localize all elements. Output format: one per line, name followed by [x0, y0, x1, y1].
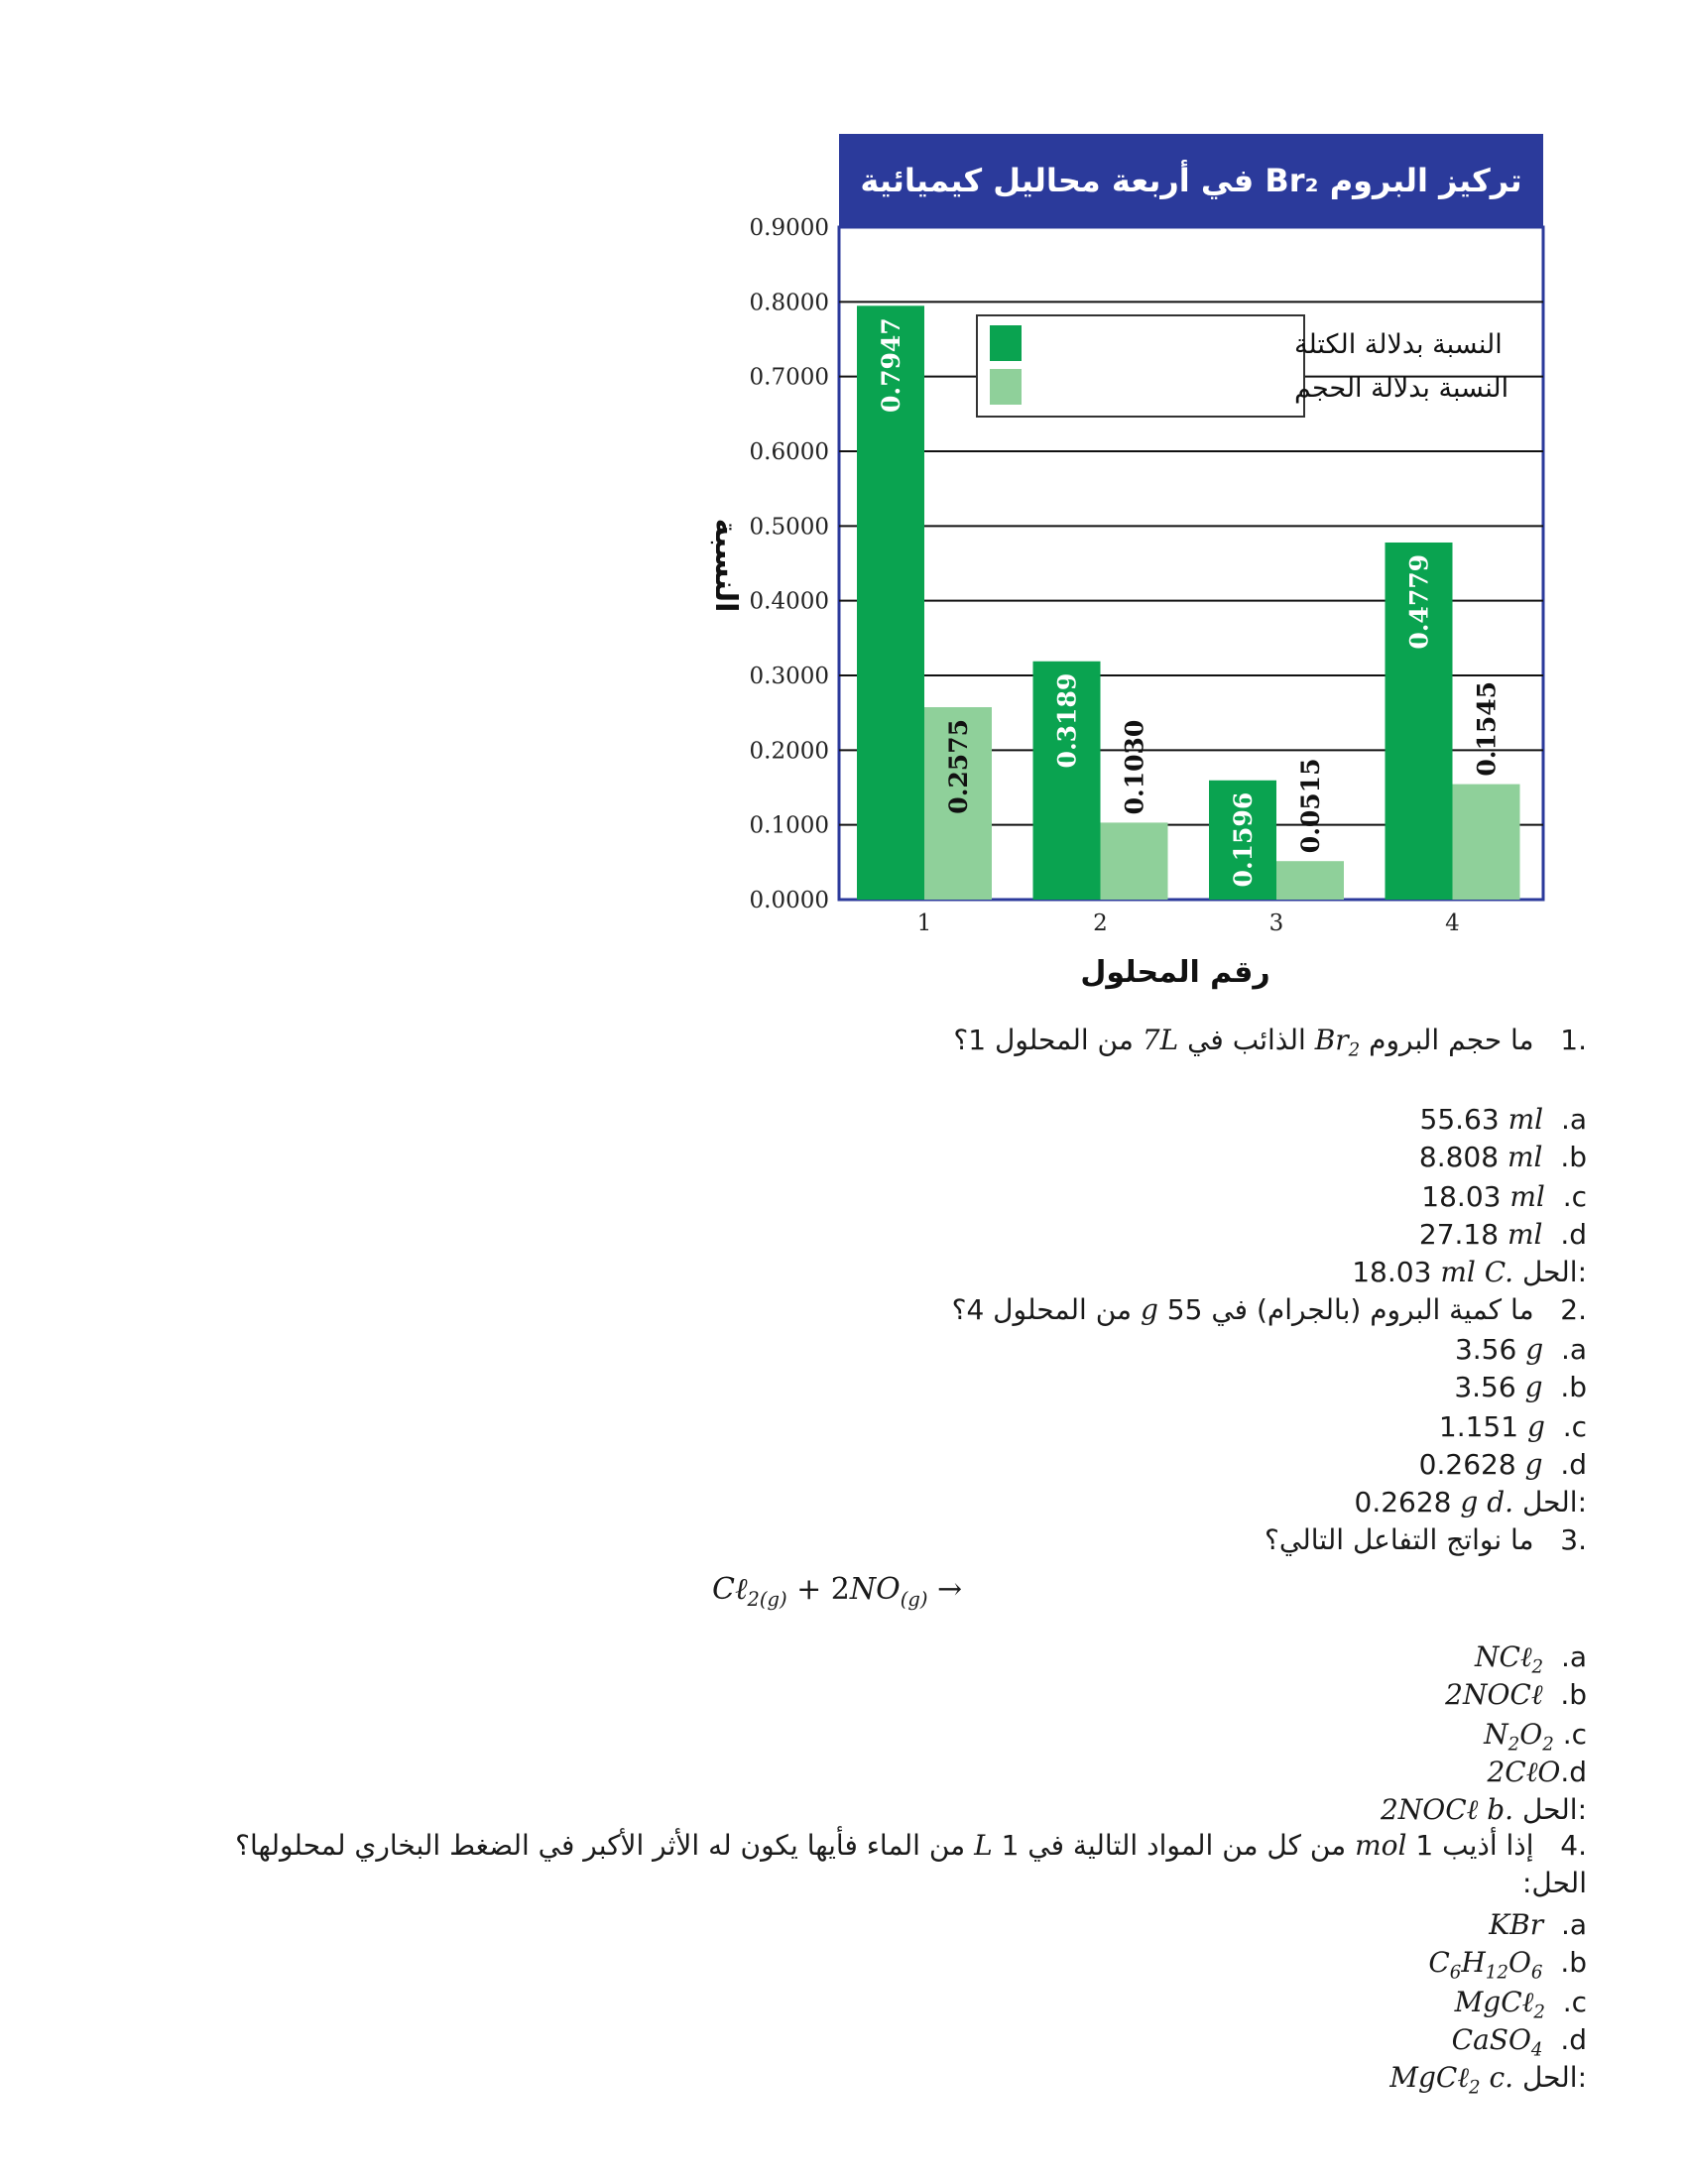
question-2-text-a: ما كمية البروم (بالجرام) في 55 [1166, 1293, 1534, 1326]
q3-answer: 2NOCℓ b. الحل: [1380, 1793, 1587, 1826]
reaction-equation: Cℓ$_{2(g)}$ + $2NO_{(g)}$ → [712, 1572, 963, 1611]
question-3 [1265, 1521, 1587, 1559]
question-3-number: .3 [1560, 1523, 1587, 1556]
x-tick-label: 2 [1093, 910, 1108, 936]
question-4-text-a: إذا أذيب 1 [1415, 1829, 1534, 1862]
legend-swatch-volume [990, 369, 1022, 405]
y-axis-ticks [750, 215, 829, 913]
q3-option-b: 2NOCℓ .b [1445, 1678, 1587, 1711]
question-3-text: ما نواتج التفاعل التالي؟ [1265, 1523, 1534, 1556]
legend-label-mass: النسبة بدلالة الكتلة [1294, 329, 1503, 360]
question-4-number: .4 [1560, 1829, 1587, 1862]
q1-option-c: 18.03 ml .c [1421, 1180, 1587, 1213]
chart-title: تركيز البروم Br₂ في أربعة محاليل كيميائية [860, 162, 1522, 199]
y-tick-label: 0.0000 [749, 888, 829, 913]
question-1-text-a: ما حجم البروم [1369, 1024, 1534, 1056]
question-2-unit: g [1140, 1293, 1158, 1326]
y-tick-label: 0.5000 [749, 514, 829, 541]
bar-value-label: 0.3189 [1052, 672, 1082, 769]
y-tick-label: 0.8000 [749, 290, 829, 316]
q4-option-a: KBr .a [1489, 1908, 1587, 1941]
y-tick-label: 0.1000 [749, 812, 829, 839]
y-tick-label: 0.3000 [749, 664, 829, 689]
question-1-formula: $Br_2$ [1314, 1024, 1361, 1061]
x-tick-label: 3 [1268, 910, 1284, 936]
q1-option-a: 55.63 ml .a [1419, 1103, 1587, 1136]
x-axis-ticks [917, 910, 1460, 936]
q3-option-c: $N_2O_2$ .c [1484, 1718, 1587, 1756]
y-tick-label: 0.2000 [749, 738, 829, 765]
q3-option-a: NCℓ$_2$ .a [1474, 1640, 1587, 1678]
question-1-text-c: من المحلول 1؟ [953, 1024, 1134, 1056]
q2-option-d: 0.2628 g .d [1418, 1448, 1587, 1481]
q1-answer: 18.03 ml C. الحل: [1352, 1256, 1587, 1288]
q4-option-c: MgCℓ$_2$ .c [1454, 1986, 1587, 2023]
q1-option-b: 8.808 ml .b [1418, 1141, 1587, 1173]
bar-value-label: 0.2575 [944, 719, 973, 814]
x-tick-label: 1 [916, 910, 932, 936]
question-2-number: .2 [1560, 1293, 1587, 1326]
q3-option-d: 2CℓO.d [1487, 1756, 1587, 1788]
q4-solution-label: الحل: [1521, 1867, 1587, 1899]
q2-answer: 0.2628 g d. الحل: [1354, 1486, 1587, 1518]
legend-swatch-mass [990, 325, 1022, 361]
bar-value-label: 0.1545 [1472, 680, 1502, 777]
y-tick-label: 0.4000 [749, 588, 829, 615]
question-1-number: .1 [1560, 1024, 1587, 1056]
q1-option-d: 27.18 ml .d [1418, 1218, 1587, 1251]
question-2-text-b: من المحلول 4؟ [951, 1293, 1133, 1326]
q4-answer: MgCℓ$_2$ c. الحل: [1389, 2061, 1587, 2099]
question-1 [953, 1022, 1587, 1070]
bar [1276, 861, 1344, 900]
bar-value-label: 0.7947 [877, 317, 905, 414]
question-4-mol: mol [1355, 1829, 1407, 1862]
y-tick-label: 0.9000 [749, 215, 829, 241]
x-axis-title: رقم المحلول [1080, 955, 1270, 990]
q4-option-d: CaSO$_4$ .d [1451, 2023, 1587, 2061]
question-4 [235, 1827, 1587, 1865]
q2-option-b: 3.56 g .b [1454, 1371, 1587, 1403]
legend-box [977, 315, 1304, 417]
bar-value-label: 0.0515 [1296, 758, 1325, 854]
q2-option-a: 3.56 g .a [1454, 1333, 1587, 1366]
question-4-text-c: من الماء فأيها يكون له الأثر الأكبر في الضغط البخاري لمحلولها؟ [235, 1829, 966, 1862]
bar-value-label: 0.1030 [1120, 719, 1149, 815]
y-tick-label: 0.6000 [749, 439, 829, 465]
question-4-liter: L [974, 1829, 993, 1862]
question-1-volume: 7L [1142, 1024, 1179, 1056]
bar [1453, 785, 1520, 900]
question-2 [952, 1291, 1587, 1329]
question-4-text-b: من كل من المواد التالية في 1 [1001, 1829, 1347, 1862]
bar [1101, 822, 1168, 900]
x-tick-label: 4 [1445, 910, 1460, 936]
legend-label-volume: النسبة بدلالة الحجم [1294, 373, 1509, 404]
q2-option-c: 1.151 g .c [1438, 1410, 1587, 1443]
bar-value-label: 0.1596 [1229, 791, 1258, 888]
bar-value-label: 0.4779 [1404, 553, 1434, 650]
q4-option-b: $C_6H_{12}O_6$ .b [1428, 1946, 1587, 1984]
y-tick-label: 0.7000 [749, 364, 829, 391]
bromine-concentration-chart [0, 0, 1688, 1002]
y-axis-title: النسبة [708, 518, 743, 613]
question-1-text-b: الذائب في [1187, 1024, 1306, 1056]
